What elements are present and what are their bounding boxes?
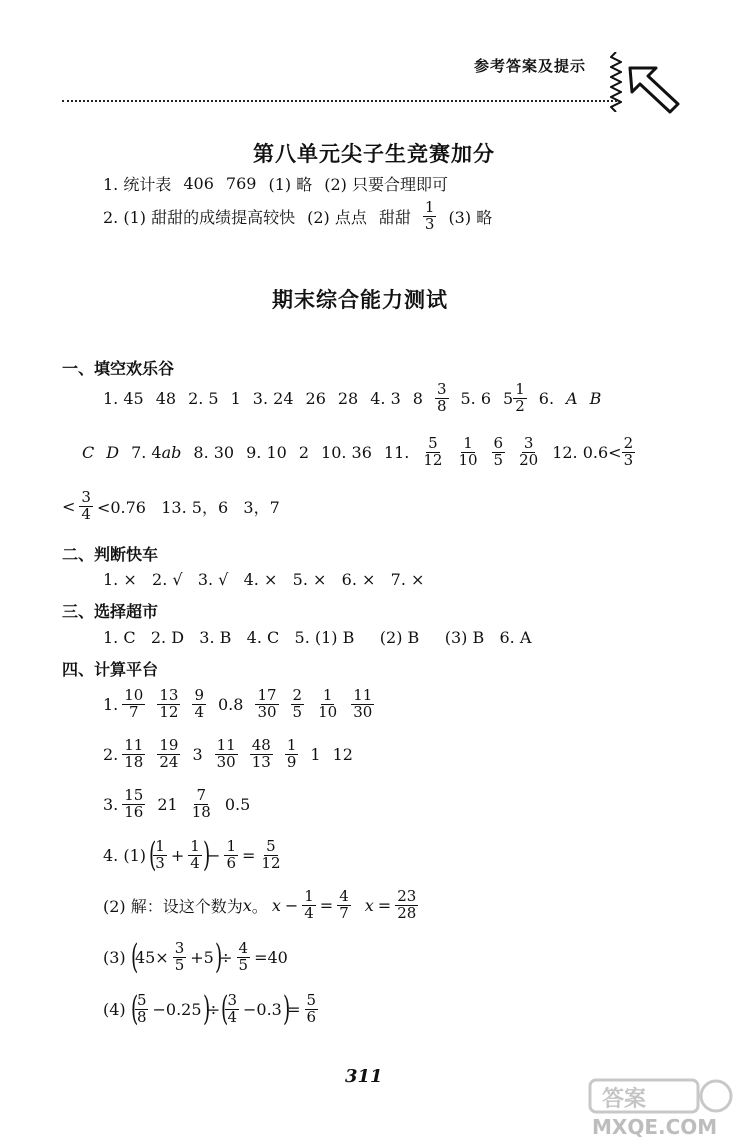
math-symbol: ÷	[206, 999, 221, 1019]
fraction: $\frac{1}{9}$	[286, 736, 297, 771]
svg-text:答案: 答案	[602, 1087, 647, 1112]
answer-text: 5	[503, 388, 514, 408]
calc-answer-4-4	[103, 989, 322, 1029]
answer-text: 0.8	[218, 694, 244, 714]
fraction: $\frac{2}{3}$	[623, 434, 634, 469]
fraction: $\frac{1}{4}$	[190, 836, 200, 872]
calc-answers-1	[103, 688, 386, 721]
answer-text: =40	[254, 947, 288, 967]
fill-answers-row-3	[62, 490, 284, 523]
choice-answers: 1. C 2. D 3. B 4. C 5. (1) B (2) B (3) B 6. A	[103, 628, 532, 647]
answer-text: 9. 10	[246, 442, 287, 462]
answer-text: 26	[305, 388, 326, 408]
fraction: $\frac{15}{16}$	[124, 786, 144, 821]
fraction: $\frac{1}{3}$	[155, 836, 165, 872]
variable: x	[364, 895, 374, 915]
fraction: $\frac{19}{24}$	[159, 736, 179, 771]
answer-text: −0.25	[152, 999, 202, 1019]
answer-text: 1	[310, 744, 321, 764]
answer-text: 406	[183, 174, 214, 193]
answer-text: 769	[225, 174, 257, 193]
answer-text: 5. 6	[460, 388, 492, 408]
answer-line-1	[103, 172, 460, 195]
zigzag-decoration	[610, 52, 622, 112]
calc-answers-3	[103, 788, 262, 821]
part-title-choice: 三、选择超市	[62, 602, 159, 621]
answer-text: 21	[157, 794, 178, 814]
answer-text: <0.76 13. 5，6 3，7	[96, 497, 280, 517]
svg-text:MXQE.COM: MXQE.COM	[592, 1115, 718, 1138]
fraction: $\frac{4}{7}$	[339, 887, 349, 922]
answer-text: 28	[337, 388, 359, 408]
fraction: $\frac{5}{8}$	[136, 990, 147, 1026]
fraction: $\frac{1}{4}$	[304, 887, 314, 922]
fraction: $\frac{23}{28}$	[397, 887, 417, 922]
arrow-icon	[628, 64, 682, 114]
answer-text: (2) 点点	[307, 207, 367, 227]
fraction: $\frac{1}{10}$	[458, 434, 478, 469]
watermark-logo	[588, 1078, 738, 1142]
fraction: $\frac{11}{18}$	[124, 736, 144, 771]
answer-text: (1) 略	[268, 175, 313, 194]
math-symbol: (	[149, 835, 157, 875]
fraction: $\frac{1}{2}$	[515, 380, 525, 415]
math-symbol: =	[319, 895, 334, 915]
part-title-calculation: 四、计算平台	[62, 660, 159, 679]
fraction: $\frac{5}{12}$	[423, 434, 443, 469]
fraction: $\frac{9}{4}$	[194, 686, 204, 721]
answer-text: 1	[230, 388, 241, 408]
math-symbol: +	[170, 845, 185, 865]
answer-text: (2) 只要合理即可	[324, 175, 448, 194]
variable: x	[271, 895, 281, 915]
math-symbol: ÷	[219, 947, 233, 967]
fraction: $\frac{1}{3}$	[424, 198, 435, 233]
answer-text: 8	[412, 388, 423, 408]
math-symbol: )	[202, 989, 210, 1029]
section-title-final-test: 期末综合能力测试	[272, 288, 448, 312]
watermark-icon	[588, 1078, 738, 1138]
question-label: 4. (1)	[103, 845, 147, 865]
fraction: $\frac{1}{6}$	[226, 836, 236, 872]
fraction: $\frac{17}{30}$	[257, 686, 277, 721]
question-label: (2) 解：设这个数为	[103, 896, 243, 916]
answer-text: 1. 45	[103, 388, 144, 408]
fraction: $\frac{11}{30}$	[216, 736, 236, 771]
header-divider	[62, 100, 617, 102]
fraction: $\frac{48}{13}$	[251, 736, 271, 771]
answer-text: 10. 36	[321, 442, 372, 462]
fraction: $\frac{1}{10}$	[318, 686, 338, 721]
math-symbol: −	[284, 895, 299, 915]
math-symbol: (	[130, 937, 138, 977]
math-symbol: −	[207, 845, 221, 865]
fraction: $\frac{3}{8}$	[436, 380, 447, 415]
fraction: $\frac{2}{5}$	[292, 686, 303, 721]
answer-text: 12	[332, 744, 353, 764]
answer-text: 12. 0.6<	[552, 442, 622, 462]
question-label: 3.	[103, 794, 119, 814]
calc-answers-2	[103, 738, 365, 771]
section-title-unit8: 第八单元尖子生竞赛加分	[253, 142, 495, 166]
answer-text: 8. 30	[193, 442, 235, 462]
answer-text: 1. 统计表	[103, 175, 172, 194]
fraction: $\frac{13}{12}$	[159, 686, 179, 721]
part-title-fill-blank: 一、填空欢乐谷	[62, 359, 175, 378]
math-symbol: =	[377, 895, 392, 915]
answer-text: B	[589, 388, 602, 408]
math-symbol: =	[287, 999, 301, 1019]
answer-text: 甜甜	[378, 207, 411, 227]
answer-text: A	[566, 388, 578, 408]
math-symbol: )	[202, 835, 211, 875]
answer-text: +5	[190, 947, 214, 967]
question-label: (4)	[103, 999, 126, 1019]
answer-text: 2. (1) 甜甜的成绩提高较快	[103, 207, 296, 227]
question-label: 2.	[103, 744, 119, 764]
fill-answers-row-2	[82, 436, 647, 469]
math-symbol: (	[130, 989, 138, 1029]
answer-text: 0.5	[224, 794, 251, 814]
answer-line-2	[103, 200, 504, 233]
answer-text: 11.	[383, 442, 410, 462]
answer-text: 2	[298, 442, 310, 462]
fraction: $\frac{3}{5}$	[174, 938, 185, 974]
answer-text: 7. 4	[131, 442, 162, 462]
calc-answer-4-3	[103, 937, 292, 977]
fraction: $\frac{7}{18}$	[191, 786, 211, 821]
fill-answers-row-1	[103, 382, 613, 415]
question-label: (3)	[103, 947, 126, 967]
answer-text: 48	[155, 388, 177, 408]
math-symbol: (	[221, 989, 229, 1029]
fraction: $\frac{5}{12}$	[261, 836, 281, 872]
running-header: 参考答案及提示	[474, 57, 587, 75]
answer-text: 。	[251, 896, 268, 916]
answer-text: −0.3	[243, 999, 282, 1019]
variable: x	[242, 895, 252, 915]
answer-text: 2. 5	[188, 388, 219, 408]
part-title-true-false: 二、判断快车	[62, 545, 159, 564]
fraction: $\frac{3}{4}$	[81, 488, 91, 523]
fraction: $\frac{10}{7}$	[124, 686, 144, 721]
true-false-answers: 1. × 2. √ 3. √ 4. × 5. × 6. × 7. ×	[103, 570, 425, 589]
page-number: 311	[345, 1066, 383, 1087]
answer-text: 4. 3	[370, 388, 401, 408]
answer-text: 3. 24	[252, 388, 294, 408]
answer-text: 3	[192, 744, 203, 764]
fraction: $\frac{3}{20}$	[519, 434, 539, 469]
math-symbol: )	[214, 937, 223, 977]
question-label: 1.	[103, 694, 119, 714]
answer-text: C	[82, 442, 95, 462]
calc-answer-4-2	[103, 889, 422, 922]
fraction: $\frac{6}{5}$	[493, 434, 504, 469]
answer-text: (3) 略	[448, 207, 493, 227]
fraction: $\frac{5}{6}$	[306, 990, 317, 1026]
answer-text: 45×	[134, 947, 169, 967]
math-symbol: =	[242, 845, 256, 865]
math-symbol: )	[282, 989, 291, 1029]
answer-text: ab	[161, 442, 182, 462]
calc-answer-4-1	[103, 835, 287, 875]
answer-text: <	[62, 496, 76, 516]
answer-text: D	[106, 442, 120, 462]
fraction: $\frac{3}{4}$	[227, 990, 237, 1026]
answer-text: 6.	[538, 388, 555, 408]
fraction: $\frac{11}{30}$	[353, 686, 373, 721]
fraction: $\frac{4}{5}$	[238, 938, 249, 974]
